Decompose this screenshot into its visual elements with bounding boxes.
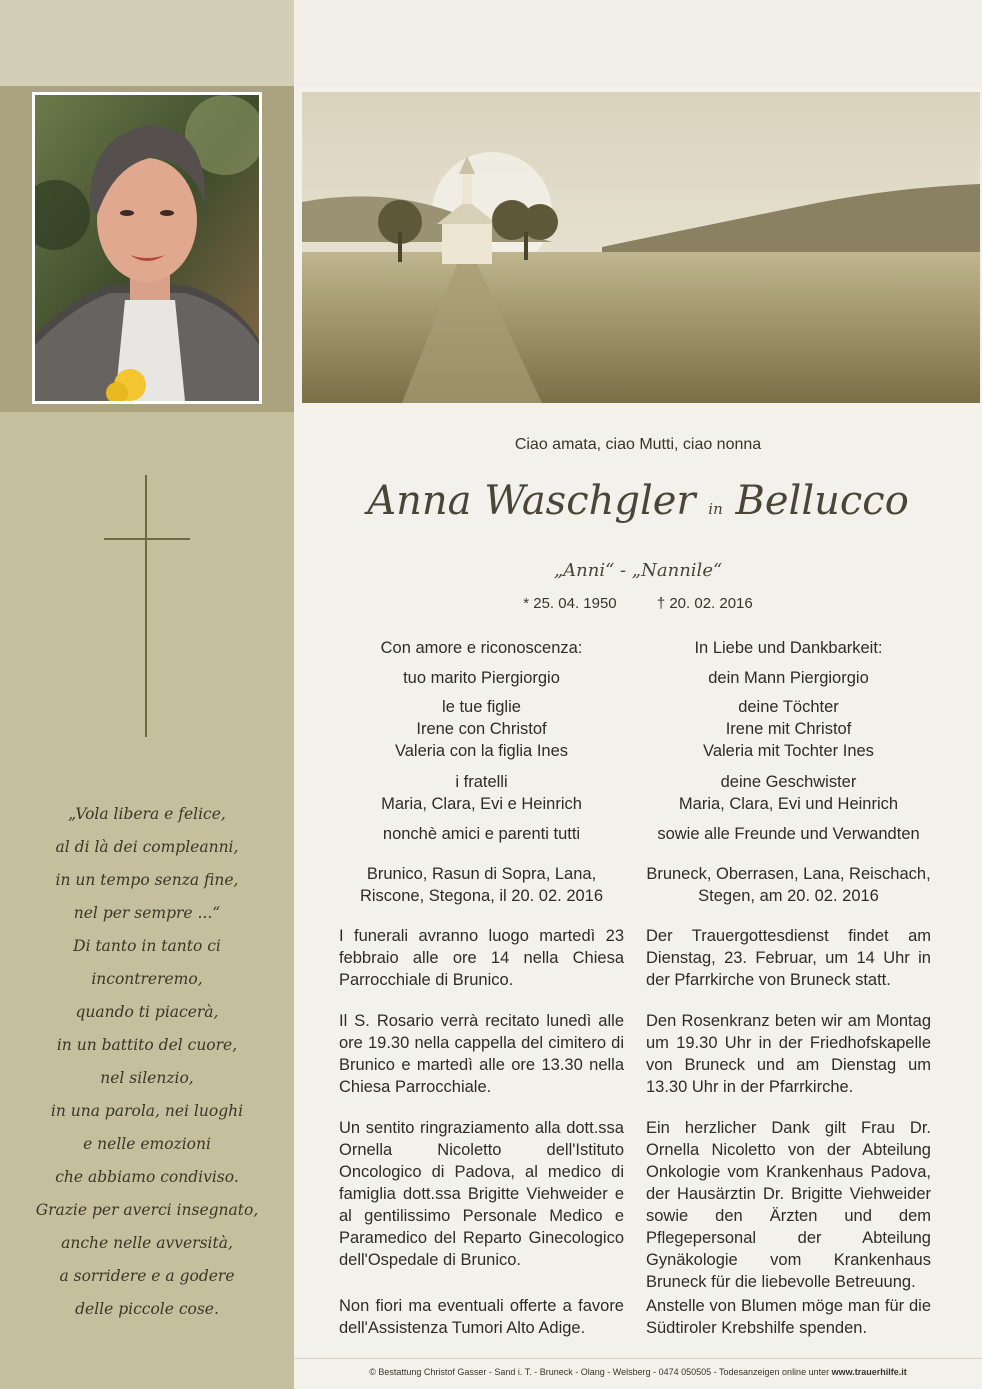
poem <box>20 798 274 1326</box>
poem-line: e nelle emozioni <box>83 1135 211 1153</box>
poem-line: delle piccole cose. <box>75 1300 219 1318</box>
it-siblings-title: i fratelli <box>455 773 508 791</box>
de-place-line: Stegen, am 20. 02. 2016 <box>698 887 879 905</box>
last-name: Waschgler <box>484 478 696 524</box>
de-friends: sowie alle Freunde und Verwandten <box>657 825 920 843</box>
de-siblings-title: deine Geschwister <box>720 773 857 791</box>
de-child: Valeria mit Tochter Ines <box>703 742 874 760</box>
de-funeral: Der Trauergottesdienst findet am Dienstag, 23. Februar, um 14 Uhr in der Pfarrkirche von Bruneck statt. <box>646 927 931 989</box>
deceased-name <box>294 478 982 524</box>
it-children <box>339 696 624 762</box>
left-top-band <box>0 0 294 86</box>
it-funeral: I funerali avranno luogo martedì 23 febbraio alle ore 14 nella Chiesa Parrocchiale di Brunico. <box>339 927 624 989</box>
de-siblings <box>646 771 931 815</box>
de-siblings-names: Maria, Clara, Evi und Heinrich <box>678 795 899 813</box>
poem-line: incontreremo, <box>91 970 203 988</box>
tagline: Ciao amata, ciao Mutti, ciao nonna <box>514 436 762 453</box>
married-name: Bellucco <box>735 478 909 524</box>
poem-line: anche nelle avversità, <box>61 1234 233 1252</box>
cross-icon <box>104 475 190 737</box>
poem-line: a sorridere e a godere <box>59 1267 235 1285</box>
it-rosary: Il S. Rosario verrà recitato lunedì alle ore 19.30 nella cappella del cimitero di Brunico e martedì alle ore 13.30 nella Chiesa Parrocchiale. <box>339 1012 624 1096</box>
de-child: Irene mit Christof <box>725 720 852 738</box>
de-intro: In Liebe und Dankbarkeit: <box>694 639 883 657</box>
it-place-line: Brunico, Rasun di Sopra, Lana, <box>366 865 597 883</box>
de-thanks: Ein herzlicher Dank gilt Frau Dr. Ornella Nicoletto von der Abteilung Onkologie vom Krankenhaus Padova, der Hausärztin Dr. Brigitte Viehweider sowie den Ärzten und dem Pflegepersonal der Abteilung Gynäkologie vom Krankenhaus Bruneck für die liebevolle Betreuung. <box>646 1119 931 1291</box>
footer-text: © Bestattung Christof Gasser - Sand i. T. - Bruneck - Olang - Welsberg - 0474 050505 - Todesanzeigen online unter <box>369 1367 830 1377</box>
de-children-title: deine Töchter <box>738 698 839 716</box>
cross-vertical <box>145 475 147 737</box>
poem-line: quando ti piacerà, <box>75 1003 219 1021</box>
life-dates <box>294 595 982 612</box>
death-date: † 20. 02. 2016 <box>656 595 753 612</box>
footer <box>294 1367 982 1377</box>
poem-line: Di tanto in tanto ci <box>73 937 221 955</box>
it-spouse: tuo marito Piergiorgio <box>403 669 560 687</box>
poem-line: in una parola, nei luoghi <box>50 1102 244 1120</box>
de-donation: Anstelle von Blumen möge man für die Südtiroler Krebshilfe spenden. <box>646 1297 931 1337</box>
poem-line: Grazie per averci insegnato, <box>35 1201 259 1219</box>
it-intro: Con amore e riconoscenza: <box>380 639 583 657</box>
it-place-line: Riscone, Stegona, il 20. 02. 2016 <box>359 887 604 905</box>
poem-line: che abbiamo condiviso. <box>55 1168 239 1186</box>
poem-line: nel per sempre ...“ <box>73 904 221 922</box>
poem-line: al di là dei compleanni, <box>55 838 239 856</box>
poem-line: „Vola libera e felice, <box>68 805 226 823</box>
poem-line: nel silenzio, <box>100 1069 194 1087</box>
it-child: Valeria con la figlia Ines <box>394 742 569 760</box>
de-rosary: Den Rosenkranz beten wir am Montag um 19.30 Uhr in der Friedhofskapelle von Bruneck und am Dienstag um 13.30 Uhr in der Pfarrkirche. <box>646 1012 931 1096</box>
de-place <box>646 863 931 907</box>
cross-horizontal <box>104 538 190 540</box>
it-children-title: le tue figlie <box>442 698 521 716</box>
de-spouse: dein Mann Piergiorgio <box>708 669 869 687</box>
it-donation: Non fiori ma eventuali offerte a favore dell'Assistenza Tumori Alto Adige. <box>339 1297 624 1337</box>
footer-divider <box>294 1358 982 1359</box>
it-siblings <box>339 771 624 815</box>
landscape-photo <box>302 92 980 403</box>
footer-link[interactable]: www.trauerhilfe.it <box>831 1367 907 1377</box>
it-friends: nonchè amici e parenti tutti <box>382 825 581 843</box>
nicknames: „Anni“ - „Nannile“ <box>553 560 723 581</box>
de-place-line: Bruneck, Oberrasen, Lana, Reischach, <box>646 865 931 883</box>
it-place <box>339 863 624 907</box>
first-name: Anna <box>367 478 472 524</box>
poem-line: in un battito del cuore, <box>56 1036 238 1054</box>
portrait-photo <box>35 95 259 401</box>
it-child: Irene con Christof <box>416 720 547 738</box>
birth-date: * 25. 04. 1950 <box>523 595 617 612</box>
poem-line: in un tempo senza fine, <box>55 871 239 889</box>
it-thanks: Un sentito ringraziamento alla dott.ssa Ornella Nicoletto dell'Istituto Oncologico di Padova, al medico di famiglia dott.ssa Brigitte Viehweider e al gentilissimo Personale Medico e Paramedico del Reparto Ginecologico dell'Ospedale di Brunico. <box>339 1119 624 1269</box>
top-band <box>294 0 982 86</box>
name-connector: in <box>708 500 723 518</box>
it-siblings-names: Maria, Clara, Evi e Heinrich <box>381 795 582 813</box>
de-children <box>646 696 931 762</box>
